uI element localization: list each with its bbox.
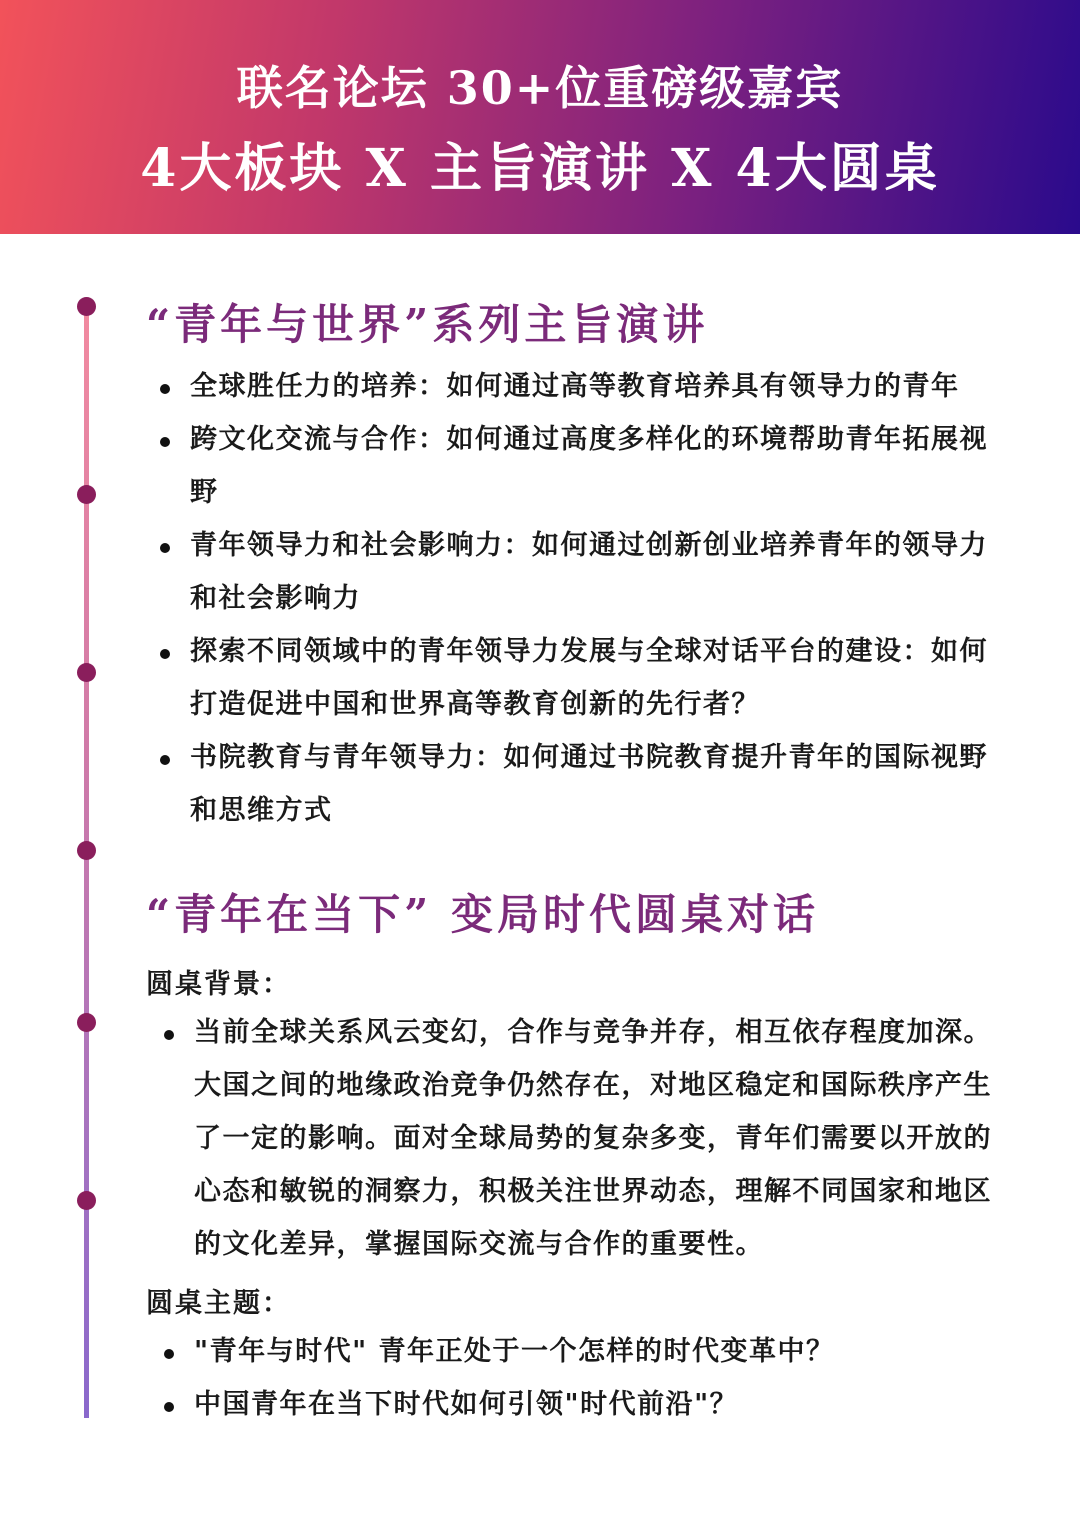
timeline-dot [77, 297, 96, 316]
bullet-icon [164, 1030, 174, 1040]
timeline-bar [84, 306, 89, 1418]
list-item-text: 当前全球关系风云变幻，合作与竞争并存，相互依存程度加深。大国之间的地缘政治竞争仍然存在，对地区稳定和国际秩序产生了一定的影响。面对全球局势的复杂多变，青年们需要以开放的心态和敏锐的洞察力，积极关注世界动态，理解不同国家和地区的文化差异，掌握国际交流与合作的重要性。 [194, 1017, 992, 1260]
section-title-roundtable: “青年在当下” 变局时代圆桌对话 [146, 890, 819, 939]
bullet-icon [160, 543, 170, 553]
list-item-text: 探索不同领域中的青年领导力发展与全球对话平台的建设：如何打造促进中国和世界高等教育创新的先行者？ [190, 636, 988, 720]
bullet-icon [164, 1402, 174, 1412]
list-item-text: 全球胜任力的培养：如何通过高等教育培养具有领导力的青年 [190, 371, 960, 402]
list-item-text: 中国青年在当下时代如何引领"时代前沿"？ [194, 1389, 739, 1420]
bullet-icon [160, 649, 170, 659]
bullet-icon [164, 1349, 174, 1359]
timeline-dot [77, 841, 96, 860]
header-line-2: 4大板块 X 主旨演讲 X 4大圆桌 [140, 138, 940, 199]
section-title-keynote: “青年与世界”系列主旨演讲 [146, 300, 709, 349]
list-item-text: 青年领导力和社会影响力：如何通过创新创业培养青年的领导力和社会影响力 [190, 530, 988, 614]
header-line-1: 联名论坛 30+位重磅级嘉宾 [236, 61, 844, 115]
list-item [194, 1325, 1014, 1378]
keynote-list [190, 360, 1010, 837]
list-item [190, 413, 1010, 519]
list-item [190, 360, 1010, 413]
roundtable-background-list [194, 1006, 1014, 1271]
roundtable-theme-label: 圆桌主题： [146, 1288, 291, 1319]
list-item-text: 跨文化交流与合作：如何通过高度多样化的环境帮助青年拓展视野 [190, 424, 988, 508]
roundtable-theme-list [194, 1325, 1014, 1431]
list-item-text: 书院教育与青年领导力：如何通过书院教育提升青年的国际视野和思维方式 [190, 742, 988, 826]
roundtable-background-label: 圆桌背景： [146, 969, 291, 1000]
bullet-icon [160, 437, 170, 447]
timeline-dot [77, 1191, 96, 1210]
bullet-icon [160, 755, 170, 765]
timeline-dot [77, 485, 96, 504]
timeline-dot [77, 663, 96, 682]
list-item [194, 1378, 1014, 1431]
list-item-text: "青年与时代" 青年正处于一个怎样的时代变革中？ [194, 1336, 835, 1367]
list-item [194, 1006, 1014, 1271]
bullet-icon [160, 384, 170, 394]
list-item [190, 731, 1010, 837]
header-banner [0, 0, 1080, 234]
timeline-dot [77, 1013, 96, 1032]
list-item [190, 625, 1010, 731]
list-item [190, 519, 1010, 625]
